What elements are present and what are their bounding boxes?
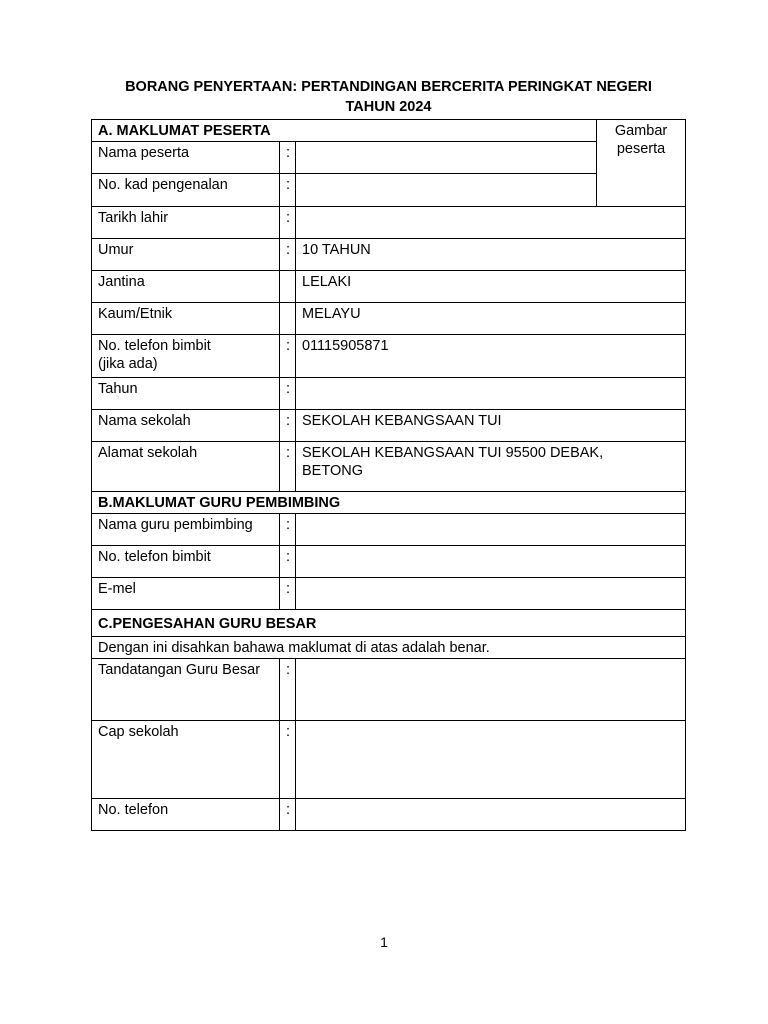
row-colon: : [280, 799, 296, 831]
headmaster-signature-field[interactable] [296, 659, 686, 721]
gender-field[interactable]: LELAKI [296, 271, 686, 303]
row-colon: : [280, 335, 296, 378]
table-row [92, 142, 686, 174]
table-row [92, 335, 686, 378]
row-colon: : [280, 239, 296, 271]
row-colon: : [280, 174, 296, 207]
teacher-email-field[interactable] [296, 578, 686, 610]
row-label-participant-name: Nama peserta [92, 142, 280, 174]
age-field[interactable]: 10 TAHUN [296, 239, 686, 271]
photo-label-line1: Gambar [614, 123, 668, 139]
ic-number-field[interactable] [296, 174, 597, 207]
row-colon: : [280, 721, 296, 799]
table-row [92, 442, 686, 492]
school-address-line2: BETONG [302, 463, 363, 479]
row-label-teacher-email: E-mel [92, 578, 280, 610]
row-colon: : [280, 207, 296, 239]
participant-name-field[interactable] [296, 142, 597, 174]
row-colon: : [280, 442, 296, 492]
table-row [92, 271, 686, 303]
table-row [92, 378, 686, 410]
school-stamp-field[interactable] [296, 721, 686, 799]
row-colon: : [280, 514, 296, 546]
teacher-name-field[interactable] [296, 514, 686, 546]
table-row [92, 239, 686, 271]
row-label-school-address: Alamat sekolah [92, 442, 280, 492]
table-row [92, 207, 686, 239]
section-c-heading: C.PENGESAHAN GURU BESAR [92, 610, 686, 637]
mobile-phone-field[interactable]: 01115905871 [296, 335, 686, 378]
table-row [92, 721, 686, 799]
ethnicity-field[interactable]: MELAYU [296, 303, 686, 335]
row-label-age: Umur [92, 239, 280, 271]
row-label-mobile-phone [92, 335, 280, 378]
mobile-phone-label-note: (jika ada) [98, 356, 158, 372]
teacher-phone-field[interactable] [296, 546, 686, 578]
row-label-year: Tahun [92, 378, 280, 410]
section-a-header-row [92, 120, 686, 142]
table-row [92, 546, 686, 578]
table-row [92, 410, 686, 442]
row-label-teacher-phone: No. telefon bimbit [92, 546, 280, 578]
registration-form-table [91, 119, 686, 831]
page-number: 1 [380, 934, 388, 950]
mobile-phone-label: No. telefon bimbit [98, 338, 211, 354]
row-label-teacher-name: Nama guru pembimbing [92, 514, 280, 546]
row-colon: : [280, 142, 296, 174]
birth-date-field[interactable] [296, 207, 686, 239]
row-colon: : [280, 659, 296, 721]
statement-row [92, 637, 686, 659]
participant-photo-box [597, 120, 686, 207]
row-label-school-stamp: Cap sekolah [92, 721, 280, 799]
row-label-birth-date: Tarikh lahir [92, 207, 280, 239]
section-b-heading: B.MAKLUMAT GURU PEMBIMBING [92, 492, 686, 514]
row-label-gender: Jantina [92, 271, 280, 303]
form-title-line1: BORANG PENYERTAAN: PERTANDINGAN BERCERITA PERINGKAT NEGERI [125, 79, 652, 95]
photo-label-line2: peserta [616, 141, 666, 157]
headmaster-phone-field[interactable] [296, 799, 686, 831]
row-colon: : [280, 578, 296, 610]
table-row [92, 659, 686, 721]
row-colon [280, 303, 296, 335]
row-label-phone: No. telefon [92, 799, 280, 831]
row-colon: : [280, 546, 296, 578]
section-a-heading: A. MAKLUMAT PESERTA [92, 120, 597, 142]
section-c-header-row [92, 610, 686, 637]
row-label-ic-number: No. kad pengenalan [92, 174, 280, 207]
year-field[interactable] [296, 378, 686, 410]
row-colon [280, 271, 296, 303]
row-colon: : [280, 378, 296, 410]
table-row [92, 174, 686, 207]
row-label-headmaster-signature: Tandatangan Guru Besar [92, 659, 280, 721]
table-row [92, 303, 686, 335]
school-name-field[interactable]: SEKOLAH KEBANGSAAN TUI [296, 410, 686, 442]
table-row [92, 514, 686, 546]
table-row [92, 578, 686, 610]
section-b-header-row [92, 492, 686, 514]
form-title [92, 77, 685, 117]
row-label-ethnicity: Kaum/Etnik [92, 303, 280, 335]
row-colon: : [280, 410, 296, 442]
row-label-school-name: Nama sekolah [92, 410, 280, 442]
form-title-line2: TAHUN 2024 [345, 99, 432, 115]
table-row [92, 799, 686, 831]
school-address-field[interactable] [296, 442, 686, 492]
school-address-line1: SEKOLAH KEBANGSAAN TUI 95500 DEBAK, [302, 445, 604, 461]
verification-statement: Dengan ini disahkan bahawa maklumat di atas adalah benar. [92, 637, 686, 659]
